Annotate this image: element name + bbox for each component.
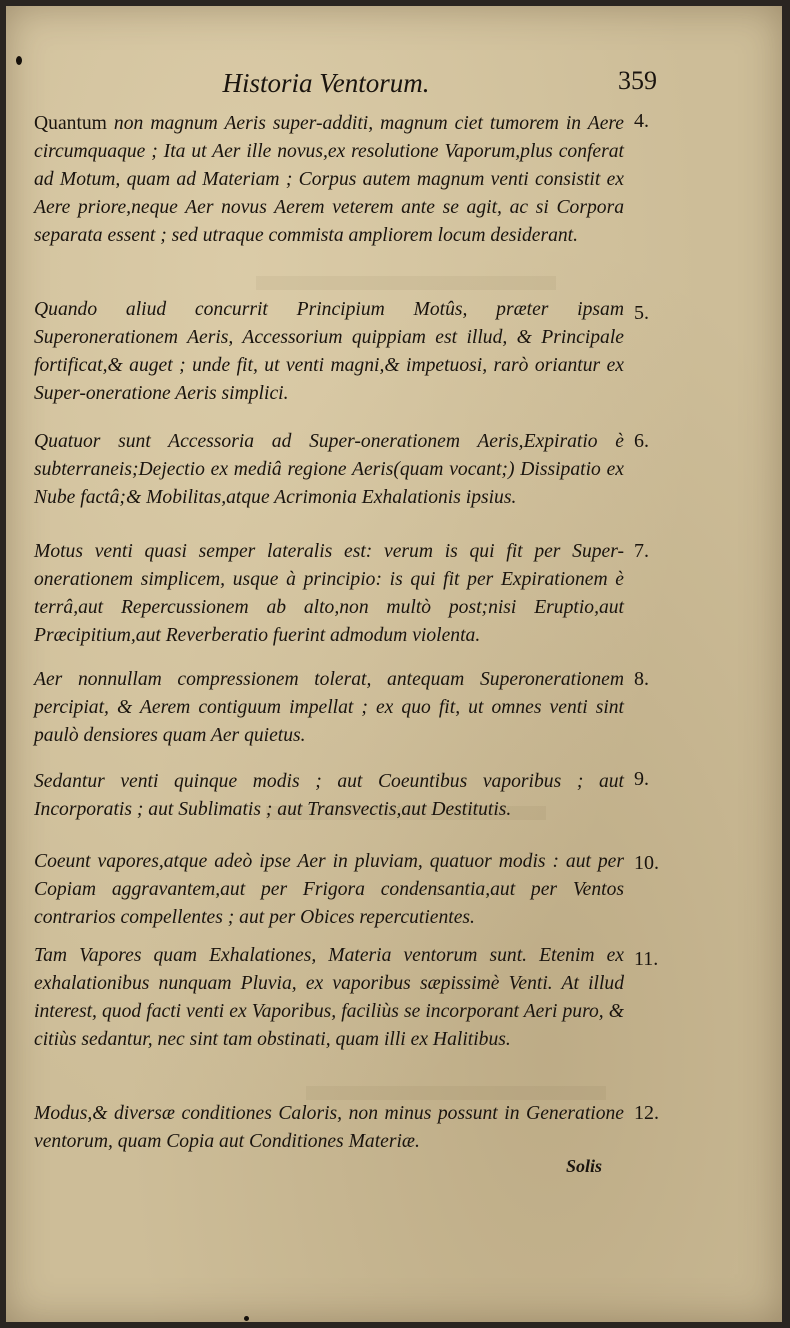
paragraph-5 — [34, 296, 624, 408]
paragraph-number: 9. — [634, 768, 649, 790]
paragraph-number: 12. — [634, 1102, 659, 1124]
paragraph-4 — [34, 110, 624, 250]
paragraph-number: 10. — [634, 852, 659, 874]
paragraph-text: Coeunt vapores,atque adeò ipse Aer in pluviam, quatuor modis : aut per Copiam aggravantem,aut per Frigora condensantia,aut per Ventos contrarios compellentes ; aut per Obices repercutientes. — [34, 851, 624, 928]
paragraph-8 — [34, 666, 624, 750]
paragraph-number: 5. — [634, 302, 649, 324]
paragraph-text: Aer nonnullam compressionem tolerat, antequam Superonerationem percipiat, & Aerem contiguum impellat ; ex quo fit, ut omnes venti sint paulò densiores quam Aer quietus. — [34, 669, 624, 746]
paragraph-7 — [34, 538, 624, 650]
page-number: 359 — [618, 66, 657, 95]
paragraph-text: Modus,& diversæ conditiones Caloris, non minus possunt in Generatione ventorum, quam Copia aut Conditiones Materiæ. — [34, 1103, 624, 1152]
ink-spot — [244, 1316, 249, 1321]
paragraph-lead: Quantum — [34, 113, 107, 134]
catchword: Solis — [566, 1156, 603, 1176]
paragraph-6 — [34, 428, 624, 512]
paragraph-number: 8. — [634, 668, 649, 690]
show-through — [256, 276, 556, 290]
paragraph-text: non magnum Aeris super-additi, magnum ciet tumorem in Aere circumquaque ; Ita ut Aer ille novus,ex resolutione Vaporum,plus conferat ad Motum, quam ad Materiam ; Corpus autem magnum venti consistit ex Aere priore,neque Aer novus Aerem veterem ante se agit, ac si Corpora separata essent ; sed utraque commista ampliorem locum desiderant. — [34, 113, 624, 246]
paragraph-text: Tam Vapores quam Exhalationes, Materia ventorum sunt. Etenim ex exhalationibus nunquam Pluvia, ex vaporibus sæpissimè Venti. At illud interest, quod facti venti ex Vaporibus, faciliùs se incorporant Aeri puro, & citiùs sedantur, nec sint tam obstinati, quam illi ex Halitibus. — [34, 945, 624, 1050]
paragraph-12 — [34, 1100, 624, 1156]
paragraph-10 — [34, 848, 624, 932]
running-head: Historia Ventorum. — [222, 68, 430, 98]
show-through — [306, 1086, 606, 1100]
paragraph-9 — [34, 768, 624, 824]
ink-spot — [16, 56, 22, 65]
paragraph-number: 11. — [634, 948, 659, 970]
paragraph-text: Quando aliud concurrit Principium Motûs, præter ipsam Superonerationem Aeris, Accessorium quippiam est illud, & Principale fortificat,& auget ; unde fit, ut venti magni,& impetuosi, rarò oriantur ex Super-oneratione Aeris simplici. — [34, 299, 624, 404]
paragraph-text: Quatuor sunt Accessoria ad Super-onerationem Aeris,Expiratio è subterraneis;Dejectio ex mediâ regione Aeris(quam vocant;) Dissipatio ex Nube factâ;& Mobilitas,atque Acrimonia Exhalationis ipsius. — [34, 431, 624, 508]
paragraph-11 — [34, 942, 624, 1054]
paragraph-number: 4. — [634, 110, 649, 132]
book-page — [6, 6, 782, 1322]
paragraph-text: Motus venti quasi semper lateralis est: verum is qui fit per Super-onerationem simplicem, usque à principio: is qui fit per Expirationem è terrâ,aut Repercussionem ab alto,non multò post;nisi Eruptio,aut Præcipitium,aut Reverberatio fuerint admodum violenta. — [34, 541, 624, 646]
paragraph-number: 6. — [634, 430, 649, 452]
paragraph-number: 7. — [634, 540, 649, 562]
paragraph-text: Sedantur venti quinque modis ; aut Coeuntibus vaporibus ; aut Incorporatis ; aut Sublimatis ; aut Transvectis,aut Destitutis. — [34, 771, 624, 820]
